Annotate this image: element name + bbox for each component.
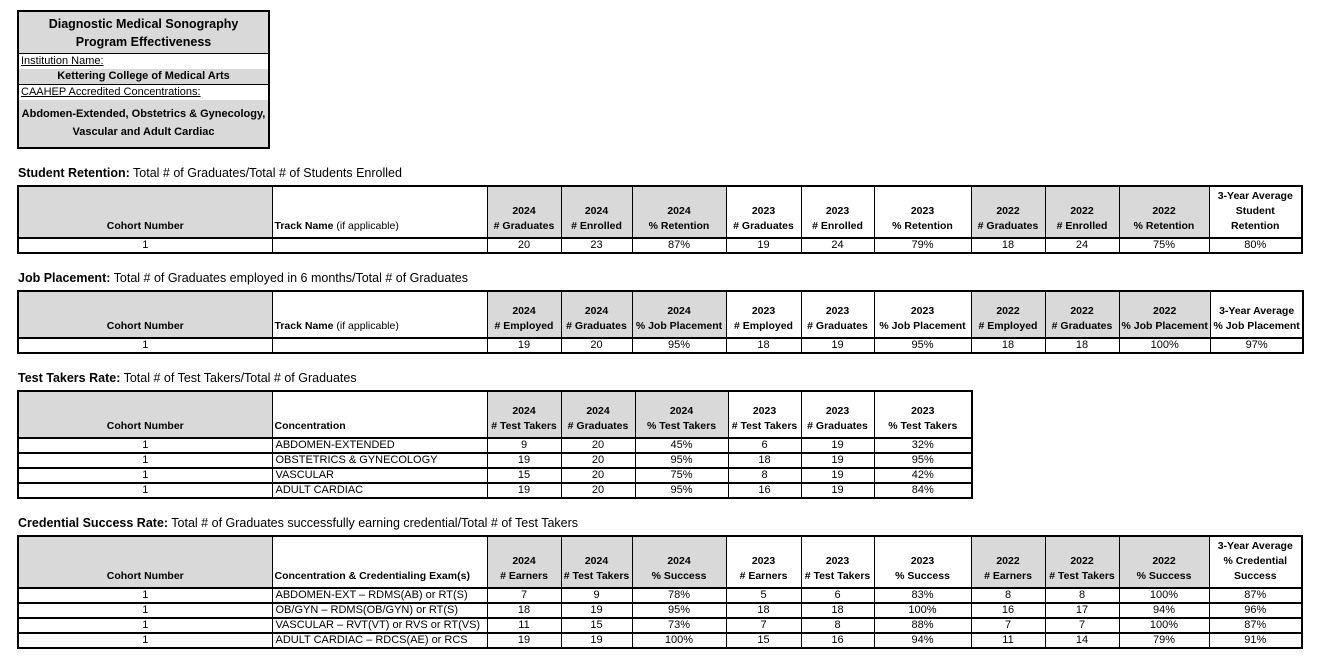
program-title: [19, 12, 268, 54]
table-cell: 100%: [874, 603, 971, 618]
table-cell: 6: [801, 588, 874, 603]
table-cell: 19: [487, 483, 561, 498]
column-header: [635, 391, 728, 438]
column-header-line: 2023: [751, 305, 776, 317]
table-cell: 24: [1045, 238, 1119, 253]
section-title-bold: Job Placement:: [18, 271, 111, 285]
concentrations-line1: Abdomen-Extended, Obstetrics & Gynecology,: [21, 108, 266, 120]
section-title-rest: Total # of Graduates employed in 6 months/Total # of Graduates: [110, 271, 469, 285]
column-header: [487, 186, 561, 238]
table-row: [18, 603, 1302, 618]
column-header-line: % Job Placement: [1121, 320, 1208, 332]
column-header: [561, 391, 635, 438]
table-cell: 1: [18, 338, 272, 353]
table-cell: 20: [561, 468, 635, 483]
column-header-line: 2023: [911, 405, 935, 417]
table-cell: 19: [801, 483, 874, 498]
column-header: [1209, 536, 1302, 588]
column-header: [874, 186, 971, 238]
column-header: [272, 291, 487, 338]
table-cell: 19: [801, 438, 874, 453]
column-header-line: 2022: [996, 205, 1020, 217]
column-header-line: 2024: [512, 555, 536, 567]
table-cell: 9: [487, 438, 561, 453]
column-header-line: # Enrolled: [1056, 220, 1108, 232]
column-header-line: 2024: [512, 405, 536, 417]
table-cell: 5: [726, 588, 801, 603]
column-header-line: 2023: [910, 205, 935, 217]
column-header-line: % Retention: [648, 220, 710, 232]
column-header-line: 2024: [512, 205, 536, 217]
table-cell: 18: [971, 338, 1045, 353]
column-header: [18, 291, 272, 338]
column-header: [1045, 291, 1119, 338]
column-header: [487, 536, 561, 588]
column-header: [971, 536, 1045, 588]
table-cell: 24: [801, 238, 874, 253]
table-row: [18, 618, 1302, 633]
column-header: [18, 186, 272, 238]
column-header-line: % Success: [651, 570, 707, 582]
column-header: [874, 391, 972, 438]
table-cell: 7: [971, 618, 1045, 633]
column-header-line: Cohort Number: [106, 320, 184, 332]
column-header-line: # Graduates: [1051, 320, 1113, 332]
table-cell: 100%: [1119, 338, 1210, 353]
column-header-line: 2023: [751, 205, 776, 217]
table-cell: 20: [561, 338, 632, 353]
column-header-line: % Credential: [1223, 555, 1288, 567]
column-header-line: 2022: [1152, 205, 1176, 217]
table-cell: 1: [18, 483, 272, 498]
table-cell: 78%: [632, 588, 726, 603]
column-header-line: % Job Placement: [1213, 320, 1300, 332]
column-header-line: # Test Takers: [563, 570, 630, 582]
table-cell: 18: [971, 238, 1045, 253]
table-cell: 15: [561, 618, 632, 633]
column-header-line: 2024: [667, 555, 691, 567]
column-header-line: 2024: [667, 205, 691, 217]
table-cell: 9: [561, 588, 632, 603]
column-header-line: 2023: [825, 305, 850, 317]
table-cell: 95%: [632, 603, 726, 618]
column-header: [632, 186, 726, 238]
column-header-line: 3-Year Average: [1217, 190, 1293, 202]
column-header: [272, 186, 487, 238]
column-header-line: # Employed: [734, 320, 793, 332]
table-cell: 19: [801, 338, 874, 353]
table-cell: 94%: [1119, 603, 1209, 618]
column-header: [1045, 186, 1119, 238]
column-header: [801, 186, 874, 238]
table-row: [18, 633, 1302, 648]
table-cell: 20: [561, 483, 635, 498]
table-cell: 95%: [635, 453, 728, 468]
column-header-line: # Earners: [739, 570, 788, 582]
job-placement-table: [17, 290, 1304, 354]
table-cell: OBSTETRICS & GYNECOLOGY: [272, 453, 487, 468]
table-cell: 7: [726, 618, 801, 633]
table-cell: 19: [561, 603, 632, 618]
table-cell: 20: [561, 453, 635, 468]
column-header-line: 2022: [996, 305, 1020, 317]
column-header-line: 2024: [584, 555, 609, 567]
table-row: [18, 588, 1302, 603]
table-cell: 1: [18, 438, 272, 453]
column-header: [18, 391, 272, 438]
column-header: [561, 186, 632, 238]
table-row: [18, 468, 972, 483]
section-title-test-takers-rate: [18, 371, 1317, 386]
column-header-line: % Test Takers: [646, 420, 717, 432]
table-cell: 8: [801, 618, 874, 633]
column-header-line: 2023: [751, 555, 776, 567]
table-cell: 94%: [874, 633, 971, 648]
concentrations-value: [19, 100, 268, 147]
column-header-line: 2022: [1070, 205, 1094, 217]
column-header: [728, 391, 801, 438]
table-cell: 45%: [635, 438, 728, 453]
table-cell: 16: [971, 603, 1045, 618]
table-cell: 80%: [1209, 238, 1302, 253]
column-header-line: # Enrolled: [571, 220, 622, 232]
table-cell: 8: [728, 468, 801, 483]
column-header-line: Track Name (if applicable): [274, 320, 399, 332]
column-header-line: # Graduates: [567, 420, 629, 432]
column-header-line: # Test Takers: [731, 420, 798, 432]
table-cell: VASCULAR – RVT(VT) or RVS or RT(VS): [272, 618, 487, 633]
table-cell: VASCULAR: [272, 468, 487, 483]
column-header-line: # Graduates: [977, 220, 1039, 232]
column-header-line: 2024: [669, 405, 694, 417]
section-title-bold: Credential Success Rate:: [18, 516, 169, 530]
column-header: [272, 536, 487, 588]
table-cell: 8: [1045, 588, 1119, 603]
table-cell: 18: [726, 338, 801, 353]
column-header: [801, 391, 874, 438]
table-cell: 11: [971, 633, 1045, 648]
section-title-rest: Total # of Test Takers/Total # of Graduates: [120, 371, 357, 385]
table-cell: 20: [561, 438, 635, 453]
table-cell: 11: [487, 618, 561, 633]
column-header-line: 2022: [1152, 555, 1176, 567]
column-header-line: Concentration & Credentialing Exam(s): [274, 570, 470, 582]
column-header: [632, 291, 726, 338]
column-header-line: # Employed: [494, 320, 554, 332]
section-title-bold: Test Takers Rate:: [18, 371, 121, 385]
table-cell: 73%: [632, 618, 726, 633]
column-header: [487, 391, 561, 438]
table-cell: 42%: [874, 468, 972, 483]
column-header: [1119, 186, 1209, 238]
column-header-line: 2024: [584, 205, 609, 217]
column-header: [726, 186, 801, 238]
column-header-line: # Employed: [978, 320, 1038, 332]
table-row: [18, 453, 972, 468]
concentrations-label-row: [19, 85, 268, 100]
column-header-line: Track Name (if applicable): [274, 220, 399, 232]
institution-name: Kettering College of Medical Arts: [19, 69, 268, 85]
credential-success-rate-table: [17, 535, 1303, 649]
table-cell: 19: [726, 238, 801, 253]
column-header: [487, 291, 561, 338]
column-header-line: % Success: [1136, 570, 1192, 582]
table-row: [18, 238, 1302, 253]
column-header-line: 2024: [584, 305, 609, 317]
table-cell: 7: [487, 588, 561, 603]
section-title-credential-success-rate: [18, 516, 1317, 531]
table-cell: [272, 338, 487, 353]
concentrations-label: CAAHEP Accredited Concentrations:: [21, 86, 201, 98]
table-cell: 100%: [632, 633, 726, 648]
table-cell: 84%: [874, 483, 972, 498]
column-header-line: 2023: [825, 555, 850, 567]
column-header: [874, 536, 971, 588]
column-header-line: Retention: [1231, 220, 1280, 232]
table-cell: 95%: [635, 483, 728, 498]
column-header-line: Cohort Number: [106, 420, 184, 432]
column-header: [874, 291, 971, 338]
column-header: [1209, 186, 1302, 238]
column-header-line: 3-Year Average: [1219, 305, 1295, 317]
table-cell: 15: [726, 633, 801, 648]
table-cell: 18: [726, 603, 801, 618]
column-header: [18, 536, 272, 588]
column-header: [561, 536, 632, 588]
column-header-line: % Retention: [1133, 220, 1195, 232]
table-cell: 14: [1045, 633, 1119, 648]
table-cell: 23: [561, 238, 632, 253]
column-header-line: # Test Takers: [491, 420, 557, 432]
column-header-line: % Test Takers: [888, 420, 958, 432]
table-cell: 18: [1045, 338, 1119, 353]
table-cell: 88%: [874, 618, 971, 633]
column-header-line: # Test Takers: [804, 570, 871, 582]
table-cell: 19: [561, 633, 632, 648]
program-title-line2: Program Effectiveness: [75, 35, 212, 49]
table-cell: 87%: [1209, 618, 1302, 633]
column-header: [801, 291, 874, 338]
table-cell: 32%: [874, 438, 972, 453]
column-header-line: 2024: [667, 305, 691, 317]
table-cell: ADULT CARDIAC – RDCS(AE) or RCS: [272, 633, 487, 648]
table-cell: 17: [1045, 603, 1119, 618]
table-cell: 75%: [635, 468, 728, 483]
program-info-box: [17, 10, 270, 149]
table-cell: 1: [18, 453, 272, 468]
table-cell: ADULT CARDIAC: [272, 483, 487, 498]
table-cell: 87%: [632, 238, 726, 253]
institution-label: Institution Name:: [21, 55, 104, 67]
table-cell: 18: [487, 603, 561, 618]
column-header-line: # Test Takers: [1049, 570, 1115, 582]
table-row: [18, 338, 1303, 353]
column-header-line: # Graduates: [807, 420, 868, 432]
table-cell: 7: [1045, 618, 1119, 633]
table-cell: ABDOMEN-EXTENDED: [272, 438, 487, 453]
column-header: [726, 536, 801, 588]
table-cell: 96%: [1209, 603, 1302, 618]
column-header: [561, 291, 632, 338]
column-header: [726, 291, 801, 338]
table-cell: 18: [728, 453, 801, 468]
column-header-line: 2023: [910, 305, 935, 317]
column-header-line: 2022: [996, 555, 1020, 567]
table-cell: OB/GYN – RDMS(OB/GYN) or RT(S): [272, 603, 487, 618]
column-header: [1045, 536, 1119, 588]
column-header-line: # Graduates: [733, 220, 794, 232]
column-header-line: 2023: [825, 405, 850, 417]
column-header: [801, 536, 874, 588]
column-header-line: % Success: [895, 570, 950, 582]
table-cell: 87%: [1209, 588, 1302, 603]
column-header-line: 3-Year Average: [1217, 540, 1293, 552]
table-cell: 1: [18, 468, 272, 483]
table-cell: 100%: [1119, 588, 1209, 603]
concentrations-line2: Vascular and Adult Cardiac: [72, 126, 215, 138]
table-cell: 1: [18, 633, 272, 648]
column-header-line: Success: [1233, 570, 1277, 582]
column-header-line: # Graduates: [807, 320, 868, 332]
column-header: [971, 186, 1045, 238]
column-header-line: # Graduates: [566, 320, 627, 332]
table-cell: 19: [487, 633, 561, 648]
section-title-bold: Student Retention:: [18, 166, 130, 180]
column-header-line: % Job Placement: [879, 320, 966, 332]
table-row: [18, 438, 972, 453]
table-cell: 1: [18, 238, 272, 253]
column-header-line: # Earners: [984, 570, 1032, 582]
table-cell: 19: [487, 453, 561, 468]
column-header: [971, 291, 1045, 338]
table-cell: 16: [801, 633, 874, 648]
column-header: [1119, 536, 1209, 588]
table-row: [18, 483, 972, 498]
table-cell: 18: [801, 603, 874, 618]
column-header: [1210, 291, 1303, 338]
table-cell: 1: [18, 603, 272, 618]
table-cell: 91%: [1209, 633, 1302, 648]
table-cell: 97%: [1210, 338, 1303, 353]
section-title-student-retention: [18, 166, 1317, 181]
column-header-line: 2023: [825, 205, 850, 217]
column-header-line: Cohort Number: [106, 220, 184, 232]
table-cell: 8: [971, 588, 1045, 603]
column-header-line: Cohort Number: [106, 570, 184, 582]
column-header-line: 2024: [512, 305, 536, 317]
column-header-line: # Earners: [500, 570, 548, 582]
column-header-line: % Retention: [892, 220, 953, 232]
table-cell: 6: [728, 438, 801, 453]
column-header: [272, 391, 487, 438]
column-header-line: # Graduates: [493, 220, 555, 232]
table-cell: [272, 238, 487, 253]
section-title-job-placement: [18, 271, 1317, 286]
table-cell: 95%: [874, 338, 971, 353]
column-header-line: % Job Placement: [635, 320, 723, 332]
table-cell: 16: [728, 483, 801, 498]
institution-label-row: [19, 54, 268, 69]
table-cell: 83%: [874, 588, 971, 603]
column-header-line: 2022: [1070, 305, 1094, 317]
column-header: [632, 536, 726, 588]
table-cell: 19: [487, 338, 561, 353]
column-header-line: # Enrolled: [812, 220, 863, 232]
table-cell: 15: [487, 468, 561, 483]
table-cell: 79%: [1119, 633, 1209, 648]
table-cell: 75%: [1119, 238, 1209, 253]
column-header-line: 2023: [910, 555, 935, 567]
column-header-line: 2022: [1153, 305, 1177, 317]
student-retention-table: [17, 185, 1303, 254]
table-cell: 19: [801, 468, 874, 483]
test-takers-rate-table: [17, 390, 973, 499]
column-header-line: 2023: [752, 405, 777, 417]
column-header-line: 2022: [1070, 555, 1094, 567]
column-header-line: Student: [1235, 205, 1275, 217]
section-title-rest: Total # of Graduates successfully earning credential/Total # of Test Takers: [168, 516, 579, 530]
program-title-line1: Diagnostic Medical Sonography: [48, 17, 239, 31]
table-cell: 1: [18, 588, 272, 603]
column-header: [1119, 291, 1210, 338]
table-cell: 100%: [1119, 618, 1209, 633]
table-cell: 20: [487, 238, 561, 253]
column-header-line: Concentration: [274, 420, 346, 432]
table-cell: 1: [18, 618, 272, 633]
section-title-rest: Total # of Graduates/Total # of Students Enrolled: [129, 166, 402, 180]
table-cell: 19: [801, 453, 874, 468]
table-cell: 95%: [874, 453, 972, 468]
table-cell: 95%: [632, 338, 726, 353]
table-cell: 79%: [874, 238, 971, 253]
column-header-line: 2024: [586, 405, 610, 417]
table-cell: ABDOMEN-EXT – RDMS(AB) or RT(S): [272, 588, 487, 603]
